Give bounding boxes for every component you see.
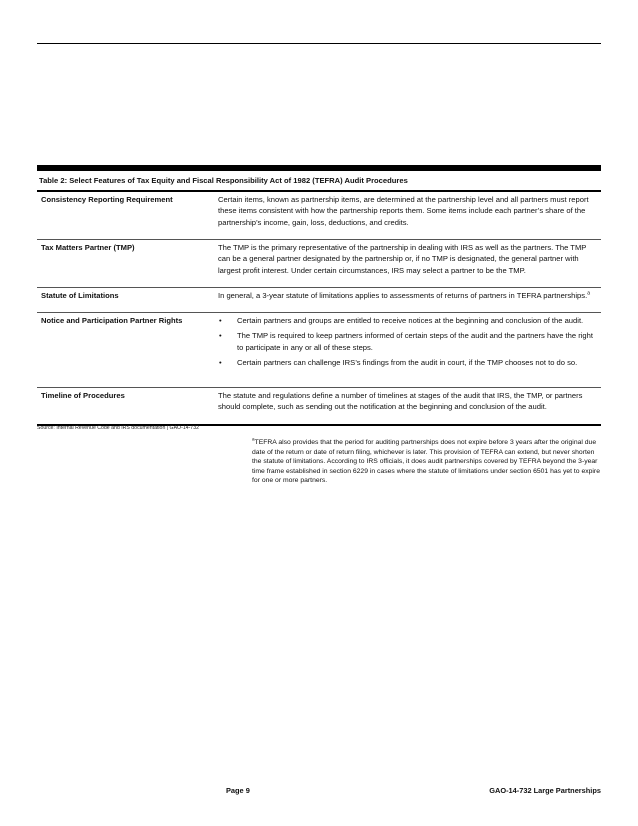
bullet-text: Certain partners and groups are entitled to receive notices at the beginning and conclusion of the audit.: [237, 316, 584, 325]
feature-cell: Statute of Limitations: [37, 288, 214, 313]
description-cell: Certain items, known as partnership items, are determined at the partnership level and all partners must report these items consistent with how the partnership reports them. Some items include each partner’s share of the partnership’s income, gain, loss, deductions, and credits.: [214, 192, 601, 240]
list-item: [218, 315, 597, 326]
table-row: [37, 388, 601, 426]
report-id: GAO-14-732 Large Partnerships: [489, 786, 601, 795]
table-row: [37, 240, 601, 288]
footnote-text: TEFRA also provides that the period for auditing partnerships does not expire before 3 years after the original due date of the return or date of return filing, whichever is later. This provision of TEFRA can extend, but never shorten the statute of limitations. According to IRS officials, it does audit partnerships covered by TEFRA beyond the 3-year time frame established in section 6229 in cases where the statute of limitations under section 6501 has yet to expire for one or more partners.: [252, 439, 600, 485]
list-item: [218, 357, 597, 368]
page-number: Page 9: [226, 786, 250, 795]
table-row: [37, 192, 601, 240]
footnote-marker: a: [587, 290, 590, 297]
header-rule: [37, 43, 601, 44]
bullet-text: The TMP is required to keep partners informed of certain steps of the audit and the partners have the right to participate in any or all of these steps.: [237, 331, 593, 352]
table-row: [37, 313, 601, 388]
description-cell: [214, 313, 601, 388]
bullet-icon: •: [219, 316, 222, 325]
features-table: [37, 165, 601, 426]
table-row: [37, 288, 601, 313]
feature-cell: Timeline of Procedures: [37, 388, 214, 426]
description-cell: The statute and regulations define a number of timelines at stages of the audit that IRS, the TMP, or partners should complete, such as sending out the notification at the beginning and conclusion of the audit.: [214, 388, 601, 426]
bullet-icon: •: [219, 358, 222, 368]
footnote-marker: a: [252, 436, 255, 442]
features-grid: [37, 192, 601, 426]
bullet-text: Certain partners can challenge IRS’s findings from the audit in court, if the TMP chooses not to do so.: [237, 358, 578, 368]
bullet-list: [218, 315, 597, 369]
description-cell: [214, 288, 601, 313]
description-text: In general, a 3-year statute of limitations applies to assessments of returns of partners in TEFRA partnerships.: [218, 291, 588, 300]
bullet-icon: •: [219, 331, 222, 341]
feature-cell: Consistency Reporting Requirement: [37, 192, 214, 240]
footnote: [252, 438, 602, 486]
source-note: Source: Internal Revenue Code and IRS documentation | GAO-14-732: [37, 425, 199, 431]
feature-cell: Notice and Participation Partner Rights: [37, 313, 214, 388]
feature-cell: Tax Matters Partner (TMP): [37, 240, 214, 288]
description-cell: The TMP is the primary representative of the partnership in dealing with IRS as well as the partners. The TMP can be a general partner designated by the partnership or, if no TMP is designated, the general partner with largest profit interest. Under certain circumstances, IRS may select a partner to be the TMP.: [214, 240, 601, 288]
list-item: [218, 330, 597, 353]
table-title: Table 2: Select Features of Tax Equity and Fiscal Responsibility Act of 1982 (TEFRA) Audit Procedures: [39, 176, 408, 185]
